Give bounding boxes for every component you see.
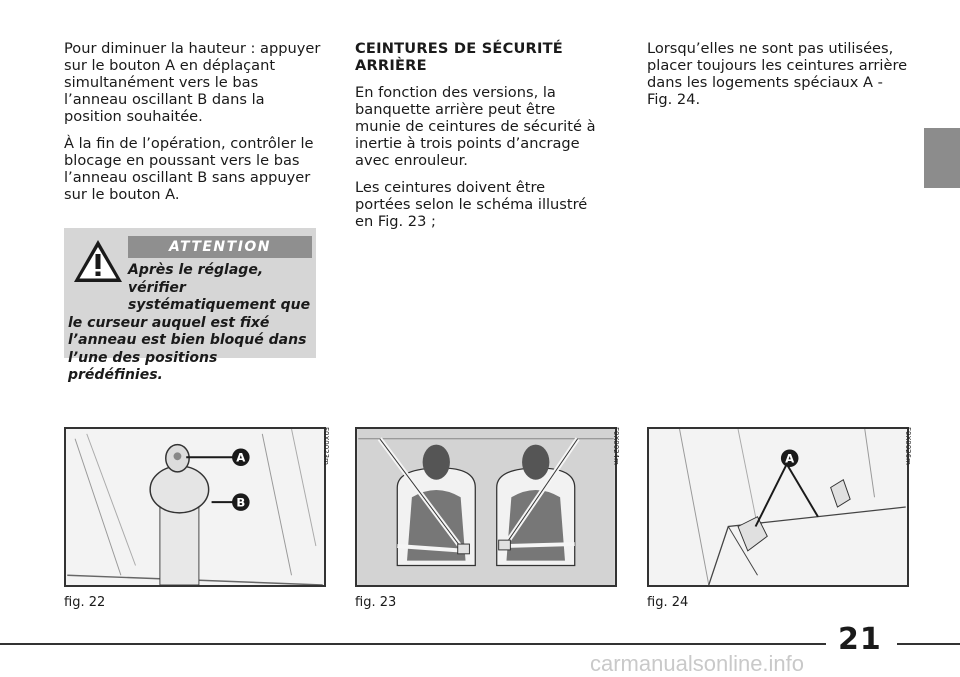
paragraph: Les ceintures doivent être portées selon le schéma illustré en Fig. 23 ; [355, 179, 588, 230]
figure-24-illustration [647, 427, 909, 587]
figure-24-caption: fig. 24 [647, 595, 689, 610]
callout-b: B [236, 495, 246, 510]
text-column-1 [64, 40, 326, 213]
attention-line: le curseur auquel est fixé l’anneau est bien bloqué dans l’une des positions prédéfinies. [68, 314, 307, 383]
figure-code: F0X0026m [904, 427, 912, 465]
paragraph: À la fin de l’opération, contrôler le blocage en poussant vers le bas l’anneau oscillant B sans appuyer sur le bouton A. [64, 135, 314, 203]
text-column-3 [647, 40, 909, 118]
section-heading: CEINTURES DE SÉCURITÉ ARRIÈRE [355, 40, 563, 74]
footer-rule [0, 643, 826, 645]
footer-rule [897, 643, 960, 645]
figure-23-illustration [355, 427, 617, 587]
attention-warning-box [64, 228, 316, 383]
figure-22-caption: fig. 22 [64, 595, 106, 610]
text-column-2 [355, 40, 605, 240]
figure-23-caption: fig. 23 [355, 595, 397, 610]
paragraph: Lorsqu’elles ne sont pas utilisées, placer toujours les ceintures arrière dans les logements spéciaux A - Fig. 24. [647, 40, 908, 108]
seatbelt-storage-drawing [649, 429, 907, 585]
attention-title: ATTENTION [128, 236, 312, 258]
rear-seats-seatbelts-drawing [357, 429, 615, 585]
paragraph: En fonction des versions, la banquette arrière peut être munie de ceintures de sécurité à inertie à trois points d’ancrage avec enrouleur. [355, 84, 596, 169]
attention-line: systématiquement que [128, 297, 311, 313]
watermark[interactable]: carmanualsonline.info [590, 651, 805, 676]
seatbelt-height-adjuster-drawing [66, 429, 324, 585]
attention-text [68, 262, 314, 385]
paragraph: Pour diminuer la hauteur : appuyer sur le bouton A en déplaçant simultanément vers le bas l’anneau oscillant B dans la position souhaitée. [64, 40, 321, 125]
figure-code: F0X0023m [322, 427, 330, 465]
section-tab-marker [924, 128, 960, 188]
figure-code: F0X0024m [612, 427, 620, 465]
attention-line: Après le réglage, vérifier [128, 262, 264, 296]
callout-a: A [785, 451, 795, 466]
figure-22-illustration [64, 427, 326, 587]
page-number: 21 [838, 622, 882, 657]
callout-a: A [236, 450, 246, 465]
